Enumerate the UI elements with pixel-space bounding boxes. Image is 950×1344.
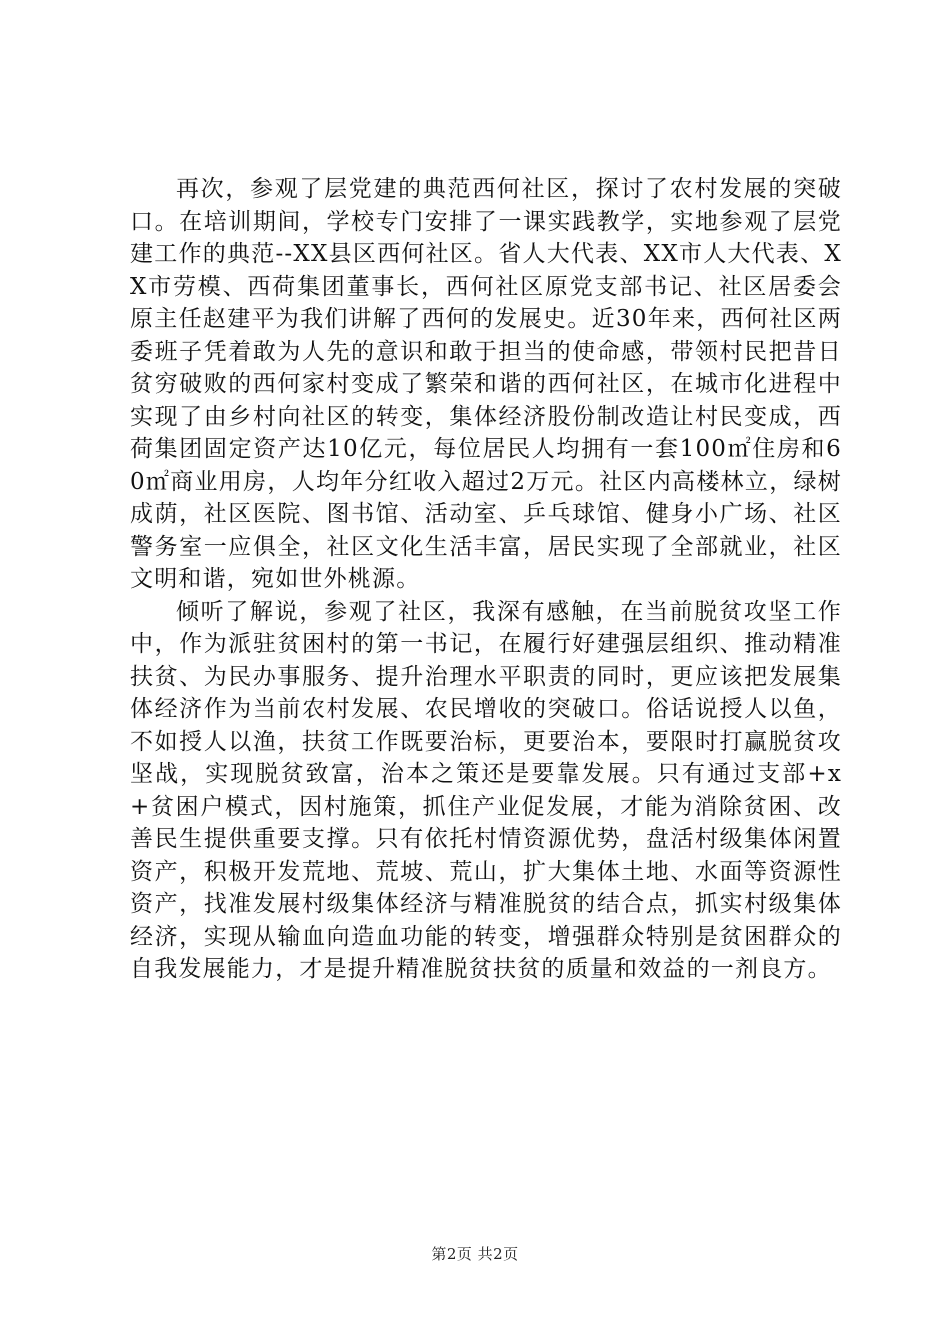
page-footer: [0, 1243, 950, 1264]
document-body: [130, 173, 842, 986]
page-number-label: 第2页 共2页: [431, 1245, 519, 1263]
paragraph-1: 再次，参观了层党建的典范西何社区，探讨了农村发展的突破口。在培训期间，学校专门安排了一课实践教学，实地参观了层党建工作的典范--XX县区西何社区。省人大代表、XX市人大代表、XX市劳模、西荷集团董事长，西何社区原党支部书记、社区居委会原主任赵建平为我们讲解了西何的发展史。近30年来，西何社区两委班子凭着敢为人先的意识和敢于担当的使命感，带领村民把昔日贫穷破败的西何家村变成了繁荣和谐的西何社区，在城市化进程中实现了由乡村向社区的转变，集体经济股份制改造让村民变成，西荷集团固定资产达10亿元，每位居民人均拥有一套100㎡住房和60㎡商业用房，人均年分红收入超过2万元。社区内高楼林立，绿树成荫，社区医院、图书馆、活动室、乒乓球馆、健身小广场、社区警务室一应俱全，社区文化生活丰富，居民实现了全部就业，社区文明和谐，宛如世外桃源。: [130, 176, 842, 592]
paragraph-2: 倾听了解说，参观了社区，我深有感触，在当前脱贫攻坚工作中，作为派驻贫困村的第一书记，在履行好建强层组织、推动精准扶贫、为民办事服务、提升治理水平职责的同时，更应该把发展集体经济作为当前农村发展、农民增收的突破口。俗话说授人以鱼，不如授人以渔，扶贫工作既要治标，更要治本，要限时打赢脱贫攻坚战，实现脱贫致富，治本之策还是要靠发展。只有通过支部+x+贫困户模式，因村施策，抓住产业促发展，才能为消除贫困、改善民生提供重要支撑。只有依托村情资源优势，盘活村级集体闲置资产，积极开发荒地、荒坡、荒山，扩大集体土地、水面等资源性资产，找准发展村级集体经济与精准脱贫的结合点，抓实村级集体经济，实现从输血向造血功能的转变，增强群众特别是贫困群众的自我发展能力，才是提升精准脱贫扶贫的质量和效益的一剂良方。: [130, 598, 842, 982]
